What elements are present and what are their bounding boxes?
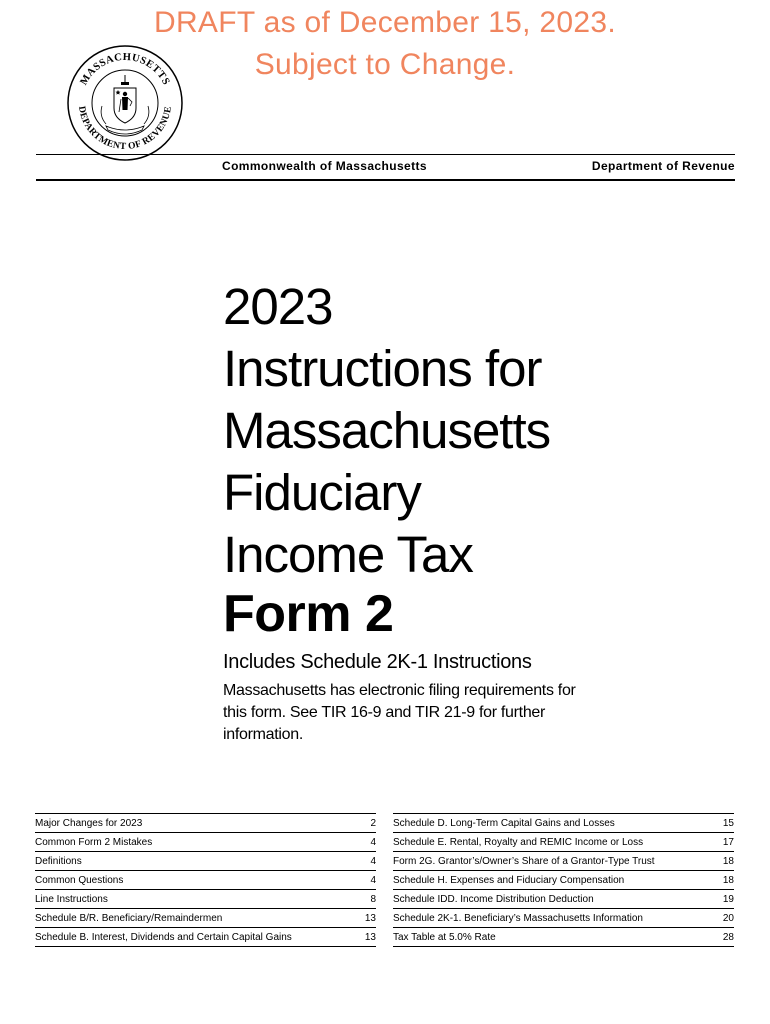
toc-label: Form 2G. Grantor’s/Owner’s Share of a Grantor-Type Trust	[393, 856, 655, 867]
toc-row[interactable]	[35, 832, 376, 851]
toc-label: Definitions	[35, 856, 82, 867]
title-line-5: Income Tax	[223, 526, 473, 583]
toc-label: Major Changes for 2023	[35, 818, 143, 829]
toc-page-number: 20	[722, 913, 734, 924]
draft-notice-line1: DRAFT as of December 15, 2023.	[154, 6, 616, 39]
toc-row[interactable]	[35, 889, 376, 908]
toc-page-number: 17	[722, 837, 734, 848]
svg-text:DEPARTMENT OF REVENUE	[76, 106, 174, 153]
toc-page-number: 19	[722, 894, 734, 905]
subtitle: Includes Schedule 2K-1 Instructions	[223, 651, 532, 673]
toc-page-number: 18	[722, 875, 734, 886]
toc-label: Schedule H. Expenses and Fiduciary Compensation	[393, 875, 625, 886]
toc-row[interactable]	[393, 851, 734, 870]
toc-row[interactable]	[35, 927, 376, 947]
header-bar	[36, 154, 735, 181]
toc-row[interactable]	[393, 927, 734, 947]
toc-label: Schedule E. Rental, Royalty and REMIC Income or Loss	[393, 837, 644, 848]
toc-row[interactable]	[393, 870, 734, 889]
toc-label: Common Questions	[35, 875, 124, 886]
header-commonwealth: Commonwealth of Massachusetts	[222, 159, 427, 173]
toc-row[interactable]	[35, 813, 376, 832]
massachusetts-seal-icon	[66, 44, 184, 162]
toc-row[interactable]	[393, 813, 734, 832]
toc-row[interactable]	[393, 832, 734, 851]
toc-page-number: 2	[370, 818, 376, 829]
toc-page-number: 15	[722, 818, 734, 829]
toc-label: Schedule B. Interest, Dividends and Certain Capital Gains	[35, 932, 292, 943]
header-department: Department of Revenue	[591, 159, 735, 173]
toc-page-number: 4	[370, 856, 376, 867]
efile-note: Massachusetts has electronic filing requirements for this form. See TIR 16-9 and TIR 21-9 for further information.	[223, 682, 576, 743]
toc-page-number: 28	[722, 932, 734, 943]
title-line-2: Instructions for	[223, 340, 542, 397]
toc-page-number: 18	[722, 856, 734, 867]
toc-page-number: 4	[370, 837, 376, 848]
toc-label: Schedule D. Long-Term Capital Gains and Losses	[393, 818, 615, 829]
title-line-4: Fiduciary	[223, 464, 421, 521]
draft-notice-line2: Subject to Change.	[254, 48, 516, 81]
toc-page-number: 8	[370, 894, 376, 905]
toc-page-number: 4	[370, 875, 376, 886]
toc-label: Tax Table at 5.0% Rate	[393, 932, 496, 943]
toc-label: Schedule B/R. Beneficiary/Remaindermen	[35, 913, 223, 924]
toc-label: Schedule 2K-1. Beneficiary’s Massachusetts Information	[393, 913, 643, 924]
toc-label: Schedule IDD. Income Distribution Deduction	[393, 894, 594, 905]
toc-row[interactable]	[35, 851, 376, 870]
toc-label: Line Instructions	[35, 894, 108, 905]
toc-right-column	[393, 813, 734, 947]
title-block	[223, 276, 743, 746]
seal-bottom-text: DEPARTMENT OF REVENUE	[76, 105, 174, 153]
toc-label: Common Form 2 Mistakes	[35, 837, 153, 848]
toc-row[interactable]	[393, 908, 734, 927]
toc-page-number: 13	[364, 913, 376, 924]
title-line-3: Massachusetts	[223, 402, 551, 459]
title-year: 2023	[223, 278, 333, 335]
toc-page-number: 13	[364, 932, 376, 943]
seal-top-text: MASSACHUSETTS	[78, 51, 172, 88]
toc-row[interactable]	[393, 889, 734, 908]
form-number: Form 2	[223, 585, 394, 643]
toc-row[interactable]	[35, 870, 376, 889]
toc-left-column	[35, 813, 376, 947]
toc-row[interactable]	[35, 908, 376, 927]
